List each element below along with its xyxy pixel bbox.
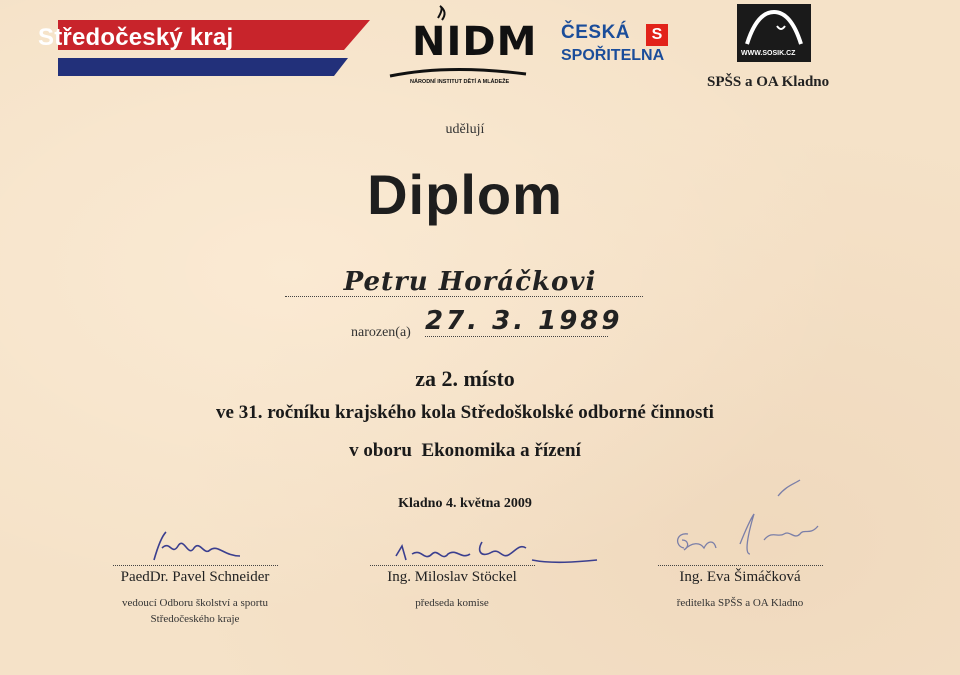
bank-s-icon: S [646, 24, 668, 46]
sosik-owl-icon [737, 4, 811, 48]
birth-date-dotted-line [425, 336, 608, 337]
bank-name-line1: ČESKÁ [561, 22, 631, 43]
signature-schneider [148, 526, 248, 566]
signatory-name: PaedDr. Pavel Schneider [120, 569, 270, 585]
intro-text: udělují [445, 122, 485, 137]
competition-line: ve 31. ročníku krajského kola Středoškolské odborné činnosti [216, 402, 714, 423]
placement: za 2. místo [415, 366, 515, 391]
diploma-title: Diplom [367, 163, 563, 226]
nidm-wordmark: NIDM [412, 19, 538, 65]
signatory-block-2 [337, 565, 567, 611]
sosik-url: WWW.SOSIK.CZ [741, 50, 796, 57]
signatory-name: Ing. Eva Šimáčková [679, 569, 801, 585]
signatory-role: ředitelka SPŠS a OA Kladno [676, 597, 804, 609]
signature-line [113, 565, 278, 566]
recipient-name: Petru Horáčkovi [343, 267, 597, 297]
born-label: narozen(a) [351, 325, 411, 340]
signatory-name: Ing. Miloslav Stöckel [387, 569, 517, 585]
field-line: v oboru Ekonomika a řízení [349, 440, 581, 461]
recipient-dotted-line [285, 296, 643, 297]
birth-date: 27. 3. 1989 [425, 306, 623, 336]
school-name: SPŠS a OA Kladno [707, 74, 830, 90]
region-name: Středočeský kraj [38, 24, 234, 51]
signatory-block-3 [625, 565, 855, 611]
place-and-date: Kladno 4. května 2009 [398, 496, 532, 511]
signature-line [658, 565, 823, 566]
banner-blue-stripe [58, 58, 348, 76]
signature-line [370, 565, 535, 566]
nidm-subtitle: NÁRODNÍ INSTITUT DĚTÍ A MLÁDEŽE [410, 79, 510, 85]
signatory-role: vedoucí Odboru školství a sportu Středočeského kraje [121, 597, 269, 625]
bank-name-line2: SPOŘITELNA [561, 47, 665, 64]
signature-simackova [668, 478, 838, 570]
signatory-block-1 [80, 565, 310, 627]
signatory-role: předseda komise [415, 597, 489, 609]
nidm-swoosh [390, 69, 526, 76]
nidm-flame-mark [438, 6, 445, 20]
